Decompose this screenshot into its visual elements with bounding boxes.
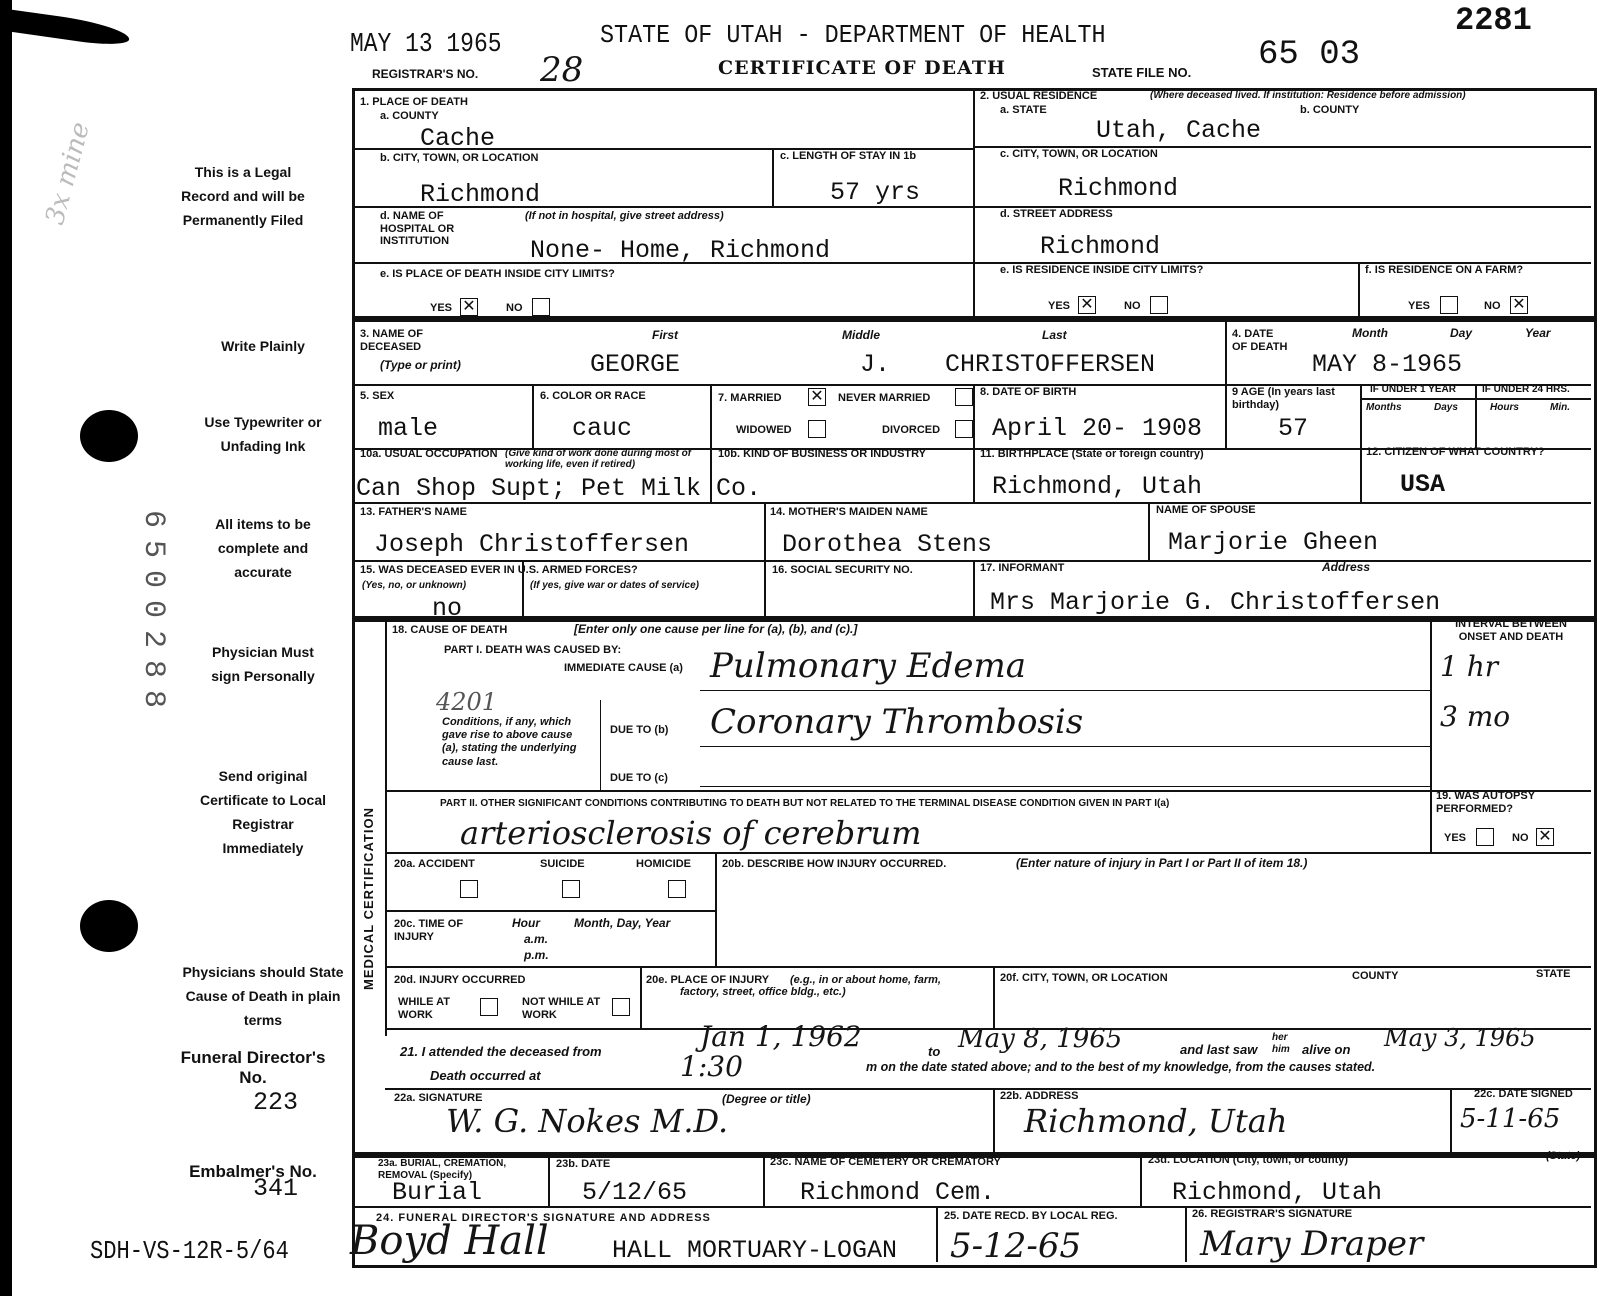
city-label: b. CITY, TOWN, OR LOCATION <box>380 152 539 164</box>
farm-no-label: NO <box>1484 300 1501 312</box>
res-inside-city-label: e. IS RESIDENCE INSIDE CITY LIMITS? <box>1000 264 1204 276</box>
place-of-death-label: 1. PLACE OF DEATH <box>360 96 468 108</box>
first-name-label: First <box>652 328 679 342</box>
write-plainly-note: Write Plainly <box>221 338 305 354</box>
attended-to: May 8, 1965 <box>958 1024 1123 1054</box>
residence-label: 2. USUAL RESIDENCE <box>980 90 1098 102</box>
res-street-label: d. STREET ADDRESS <box>1000 208 1113 220</box>
autopsy-no-label: NO <box>1512 832 1529 844</box>
res-yes-label: YES <box>1048 300 1071 312</box>
divider <box>710 384 712 448</box>
immediate-cause-label: IMMEDIATE CAUSE (a) <box>564 662 683 674</box>
certificate-title: CERTIFICATE OF DEATH <box>718 57 1006 79</box>
state-file-no: 65 03 <box>1258 36 1361 74</box>
last-saw-label: and last saw <box>1180 1042 1258 1057</box>
not-while-at-work-checkbox[interactable] <box>612 998 630 1016</box>
informant-label: 17. INFORMANT <box>980 562 1065 574</box>
armed-note-2: (If yes, give war or dates of service) <box>530 580 699 591</box>
mdy-label: Month, Day, Year <box>574 916 671 930</box>
res-street: Richmond <box>1040 232 1161 261</box>
days-label: Days <box>1434 402 1458 413</box>
armed-forces-label: 15. WAS DECEASED EVER IN U.S. ARMED FORCES? <box>360 564 638 576</box>
sex-label: 5. SEX <box>360 390 395 402</box>
date-signed-label: 22c. DATE SIGNED <box>1474 1088 1573 1100</box>
registrar-no: 28 <box>540 50 584 90</box>
state-file-label: STATE FILE NO. <box>1092 65 1192 80</box>
divider <box>600 700 601 790</box>
cemetery-name: Richmond Cem. <box>800 1178 996 1207</box>
yes-label: YES <box>430 302 453 314</box>
deceased-first-name: GEORGE <box>590 350 681 379</box>
burial-date: 5/12/65 <box>582 1178 688 1207</box>
date-signed: 5-11-65 <box>1460 1104 1561 1134</box>
divider <box>385 616 387 1036</box>
date-received: 5-12-65 <box>950 1226 1082 1266</box>
due-to-c-label: DUE TO (c) <box>610 772 668 784</box>
months-label: Months <box>1366 402 1402 413</box>
divider <box>700 690 1430 691</box>
degree-label: (Degree or title) <box>722 1092 811 1106</box>
date-received-label: 25. DATE RECD. BY LOCAL REG. <box>944 1210 1118 1222</box>
city-injury-label: 20f. CITY, TOWN, OR LOCATION <box>1000 972 1168 984</box>
am-label: a.m. <box>524 932 549 946</box>
divider <box>548 1152 550 1206</box>
day-label: Day <box>1450 326 1473 340</box>
sex: male <box>378 414 439 443</box>
mother-label: 14. MOTHER'S MAIDEN NAME <box>770 506 928 518</box>
spouse-name: Marjorie Gheen <box>1168 528 1379 557</box>
autopsy-no-checkbox[interactable]: ✕ <box>1536 828 1554 846</box>
scan-top-left-smudge <box>9 10 131 48</box>
divider <box>764 502 766 616</box>
informant-address-label: Address <box>1322 560 1371 574</box>
divider <box>973 560 975 616</box>
hospital-label: d. NAME OF HOSPITAL OR INSTITUTION <box>380 210 455 248</box>
deceased-name-note: (Type or print) <box>380 358 461 372</box>
month-label: Month <box>1352 326 1388 340</box>
never-married-checkbox[interactable] <box>955 388 973 406</box>
divider <box>715 852 717 966</box>
res-city: Richmond <box>1058 174 1179 203</box>
res-inside-city-yes-checkbox[interactable]: ✕ <box>1078 296 1096 314</box>
place-injury-note: (e.g., in or about home, farm, factory, street, office bldg., etc.) <box>680 974 941 998</box>
accident-checkbox[interactable] <box>460 880 478 898</box>
attended-label: 21. I attended the deceased from <box>400 1044 602 1059</box>
father-name: Joseph Christoffersen <box>374 530 690 559</box>
describe-injury-label: 20b. DESCRIBE HOW INJURY OCCURRED. <box>722 858 947 870</box>
no-label: NO <box>506 302 523 314</box>
burial-location: Richmond, Utah <box>1172 1178 1383 1207</box>
to-label: to <box>928 1044 941 1059</box>
res-county-label: b. COUNTY <box>1300 104 1360 116</box>
divider <box>700 746 1430 747</box>
burial-location-label: 23d. LOCATION (City, town, or county) <box>1148 1154 1349 1166</box>
divider <box>1140 1152 1142 1206</box>
divorced-checkbox[interactable] <box>955 420 973 438</box>
injury-county-label: COUNTY <box>1352 970 1399 982</box>
min-label: Min. <box>1550 402 1570 413</box>
registrar-signature-label: 26. REGISTRAR'S SIGNATURE <box>1192 1208 1353 1220</box>
suicide-checkbox[interactable] <box>562 880 580 898</box>
funeral-director-no-label: Funeral Director's No. <box>180 1048 326 1087</box>
code-note: 4201 <box>436 688 498 716</box>
date-stamp: MAY 13 1965 <box>350 30 502 60</box>
race: cauc <box>572 414 633 443</box>
date-of-death: MAY 8-1965 <box>1312 350 1463 379</box>
divider <box>532 384 534 448</box>
scan-left-edge <box>0 0 12 1296</box>
hour-label: Hour <box>512 916 540 930</box>
divider <box>700 786 1430 787</box>
signature-label: 22a. SIGNATURE <box>394 1092 483 1104</box>
divider <box>772 148 774 206</box>
spouse-label: NAME OF SPOUSE <box>1156 504 1256 516</box>
citizen-label: 12. CITIZEN OF WHAT COUNTRY? <box>1366 446 1545 458</box>
married-label: 7. MARRIED <box>718 392 782 404</box>
her-him-label: her him <box>1272 1032 1290 1055</box>
injury-state-label: STATE <box>1536 968 1571 980</box>
pm-label: p.m. <box>524 948 549 962</box>
business-label: 10b. KIND OF BUSINESS OR INDUSTRY <box>718 448 927 460</box>
divider <box>1450 1088 1452 1152</box>
farm-yes-label: YES <box>1408 300 1431 312</box>
race-label: 6. COLOR OR RACE <box>540 390 646 402</box>
divider <box>1358 262 1360 316</box>
death-occurred-label: Death occurred at <box>430 1068 541 1083</box>
residence-note: (Where deceased lived. If institution: Residence before admission) <box>1150 90 1466 101</box>
birthplace-label: 11. BIRTHPLACE (State or foreign country) <box>980 448 1204 460</box>
mother-name: Dorothea Stens <box>782 530 993 559</box>
accident-label: 20a. ACCIDENT <box>394 858 475 870</box>
margin-note: 3x mine <box>40 118 97 228</box>
length-of-stay: 57 yrs <box>830 178 921 207</box>
hours-label: Hours <box>1490 402 1519 413</box>
cause-note: [Enter only one cause per line for (a), (b), and (c).] <box>574 622 858 636</box>
divider <box>385 966 1591 968</box>
time-of-injury-label: 20c. TIME OF INJURY <box>394 918 464 943</box>
divider <box>993 966 995 1028</box>
part1-label: PART I. DEATH WAS CAUSED BY: <box>444 644 622 656</box>
divorced-label: DIVORCED <box>882 424 941 436</box>
divider <box>352 560 1591 562</box>
farm-yes-checkbox[interactable] <box>1440 296 1458 314</box>
date-of-death-label: 4. DATE OF DEATH <box>1232 328 1288 353</box>
informant-name: Mrs Marjorie G. Christoffersen <box>990 588 1441 617</box>
divider <box>1185 1206 1187 1262</box>
res-state-county: Utah, Cache <box>1096 116 1262 145</box>
citizen: USA <box>1400 470 1446 499</box>
embalmer-no-label: Embalmer's No. <box>189 1162 317 1181</box>
married-checkbox[interactable]: ✕ <box>808 388 826 406</box>
due-to-b: Coronary Thrombosis <box>710 702 1084 742</box>
occupation-note: (Give kind of work done during most of working life, even if retired) <box>505 448 692 470</box>
burial-label: 23a. BURIAL, CREMATION, REMOVAL (Specify) <box>378 1158 507 1181</box>
death-time: 1:30 <box>680 1050 743 1083</box>
armed-note-1: (Yes, no, or unknown) <box>362 580 467 591</box>
suicide-label: SUICIDE <box>540 858 585 870</box>
under-24-hrs-label: IF UNDER 24 HRS. <box>1482 384 1570 395</box>
divider <box>385 1088 1591 1090</box>
burial-date-label: 23b. DATE <box>556 1158 611 1170</box>
length-of-stay-label: c. LENGTH OF STAY IN 1b <box>780 150 917 162</box>
inside-city-no-checkbox[interactable] <box>532 298 550 316</box>
homicide-checkbox[interactable] <box>668 880 686 898</box>
age-label: 9 AGE (In years last birthday) <box>1232 386 1335 411</box>
birthplace: Richmond, Utah <box>992 472 1203 501</box>
interval-a: 1 hr <box>1440 650 1499 683</box>
alive-on-label: alive on <box>1302 1042 1351 1057</box>
place-injury-label: 20e. PLACE OF INJURY <box>646 974 770 986</box>
state-dept-title: STATE OF UTAH - DEPARTMENT OF HEALTH <box>600 20 1106 50</box>
widowed-checkbox[interactable] <box>808 420 826 438</box>
physician-sign-note: Physician Must sign Personally <box>211 644 315 684</box>
attended-from: Jan 1, 1962 <box>700 1020 862 1053</box>
year-label: Year <box>1525 326 1551 340</box>
birth-date-label: 8. DATE OF BIRTH <box>980 386 1077 398</box>
death-city: Richmond <box>420 180 541 209</box>
divider <box>385 852 1591 854</box>
while-at-work-checkbox[interactable] <box>480 998 498 1016</box>
typewriter-note: Use Typewriter or Unfading Ink <box>204 414 322 454</box>
alive-on: May 3, 1965 <box>1384 1024 1536 1052</box>
divider <box>385 910 715 912</box>
divider <box>1148 502 1150 560</box>
autopsy-yes-label: YES <box>1444 832 1467 844</box>
interval-label: INTERVAL BETWEEN ONSET AND DEATH <box>1455 618 1567 643</box>
while-at-work-label: WHILE AT WORK <box>398 996 450 1021</box>
physician-address: Richmond, Utah <box>1024 1102 1288 1140</box>
res-inside-city-no-checkbox[interactable] <box>1150 296 1168 314</box>
form-number: SDH-VS-12R-5/64 <box>90 1236 289 1266</box>
divider <box>640 966 642 1028</box>
armed-forces: no <box>432 594 463 623</box>
under-1-year-label: IF UNDER 1 YEAR <box>1370 384 1456 395</box>
describe-injury-note: (Enter nature of injury in Part I or Part II of item 18.) <box>1016 856 1308 870</box>
father-label: 13. FATHER'S NAME <box>360 506 467 518</box>
legal-record-note: This is a Legal Record and will be Permanently Filed <box>181 164 305 228</box>
funeral-director-signature: Boyd Hall <box>350 1218 549 1264</box>
divider <box>1360 384 1362 502</box>
divider <box>1430 616 1432 852</box>
occupation-label: 10a. USUAL OCCUPATION <box>360 448 498 460</box>
physician-address-label: 22b. ADDRESS <box>1000 1090 1079 1102</box>
send-original-note: Send original Certificate to Local Registrar Immediately <box>199 768 327 856</box>
physician-signature: W. G. Nokes M.D. <box>446 1102 729 1140</box>
registrar-no-label: REGISTRAR'S NO. <box>372 67 479 81</box>
divider <box>1475 384 1477 448</box>
divider <box>973 88 975 316</box>
vertical-serial-number: 6500288 <box>136 510 170 721</box>
divider <box>1225 384 1227 448</box>
state-cause-note: Physicians should State Cause of Death in plain terms <box>182 964 344 1028</box>
funeral-director-label: 24. FUNERAL DIRECTOR'S SIGNATURE AND ADDRESS <box>376 1212 711 1224</box>
interval-b: 3 mo <box>1440 700 1511 733</box>
injury-occurred-label: 20d. INJURY OCCURRED <box>394 974 526 986</box>
last-name-label: Last <box>1042 328 1067 342</box>
ssn-label: 16. SOCIAL SECURITY NO. <box>772 564 913 576</box>
hospital-name: None- Home, Richmond <box>530 236 831 265</box>
cause-of-death-label: 18. CAUSE OF DEATH <box>392 624 508 636</box>
cemetery-label: 23c. NAME OF CEMETERY OR CREMATORY <box>770 1156 1001 1168</box>
farm-no-checkbox[interactable]: ✕ <box>1510 296 1528 314</box>
corner-number: 2281 <box>1455 2 1532 39</box>
res-state-label: a. STATE <box>1000 104 1047 116</box>
never-married-label: NEVER MARRIED <box>838 392 931 404</box>
res-city-label: c. CITY, TOWN, OR LOCATION <box>1000 148 1158 160</box>
punch-hole-bottom <box>80 900 138 952</box>
funeral-director-address: HALL MORTUARY-LOGAN <box>612 1236 898 1265</box>
divider <box>763 1152 765 1206</box>
due-to-b-label: DUE TO (b) <box>610 724 669 736</box>
conditions-note: Conditions, if any, which gave rise to above cause (a), stating the underlying cause last. <box>442 716 577 768</box>
inside-city-yes-checkbox[interactable]: ✕ <box>460 298 478 316</box>
stated-above-text: m on the date stated above; and to the best of my knowledge, from the causes stated. <box>866 1060 1376 1074</box>
homicide-label: HOMICIDE <box>636 858 691 870</box>
death-county: Cache <box>420 124 496 153</box>
res-no-label: NO <box>1124 300 1141 312</box>
deceased-middle-name: J. <box>860 350 891 379</box>
immediate-cause: Pulmonary Edema <box>710 646 1027 686</box>
age: 57 <box>1278 414 1309 443</box>
county-label: a. COUNTY <box>380 110 439 122</box>
part2-conditions: arteriosclerosis of cerebrum <box>460 814 922 852</box>
birth-date: April 20- 1908 <box>992 414 1203 443</box>
deceased-last-name: CHRISTOFFERSEN <box>945 350 1156 379</box>
middle-name-label: Middle <box>842 328 880 342</box>
widowed-label: WIDOWED <box>736 424 792 436</box>
divider <box>385 790 1591 792</box>
inside-city-label: e. IS PLACE OF DEATH INSIDE CITY LIMITS? <box>380 268 615 280</box>
divider <box>973 384 975 502</box>
all-items-note: All items to be complete and accurate <box>215 516 311 580</box>
farm-label: f. IS RESIDENCE ON A FARM? <box>1365 264 1524 276</box>
embalmer-no: 341 <box>253 1174 299 1203</box>
registrar-signature: Mary Draper <box>1200 1224 1424 1264</box>
part2-label: PART II. OTHER SIGNIFICANT CONDITIONS CONTRIBUTING TO DEATH BUT NOT RELATED TO THE TERMINAL DISEASE CONDITION GIVEN IN PART I(a) <box>440 798 1170 809</box>
burial-method: Burial <box>392 1178 483 1207</box>
occupation: Can Shop Supt; Pet Milk Co. <box>356 474 762 503</box>
autopsy-label: 19. WAS AUTOPSY PERFORMED? <box>1436 790 1535 815</box>
divider <box>1225 316 1227 386</box>
punch-hole-top <box>80 410 138 462</box>
state-note: (State) <box>1546 1150 1581 1162</box>
not-while-at-work-label: NOT WHILE AT WORK <box>522 996 601 1021</box>
deceased-name-label: 3. NAME OF DECEASED <box>360 328 423 353</box>
medical-certification-label: MEDICAL CERTIFICATION <box>361 806 376 990</box>
funeral-director-no: 223 <box>253 1088 299 1117</box>
hospital-note: (If not in hospital, give street address) <box>525 210 724 222</box>
divider <box>936 1206 938 1262</box>
divider <box>993 1088 995 1152</box>
autopsy-yes-checkbox[interactable] <box>1476 828 1494 846</box>
